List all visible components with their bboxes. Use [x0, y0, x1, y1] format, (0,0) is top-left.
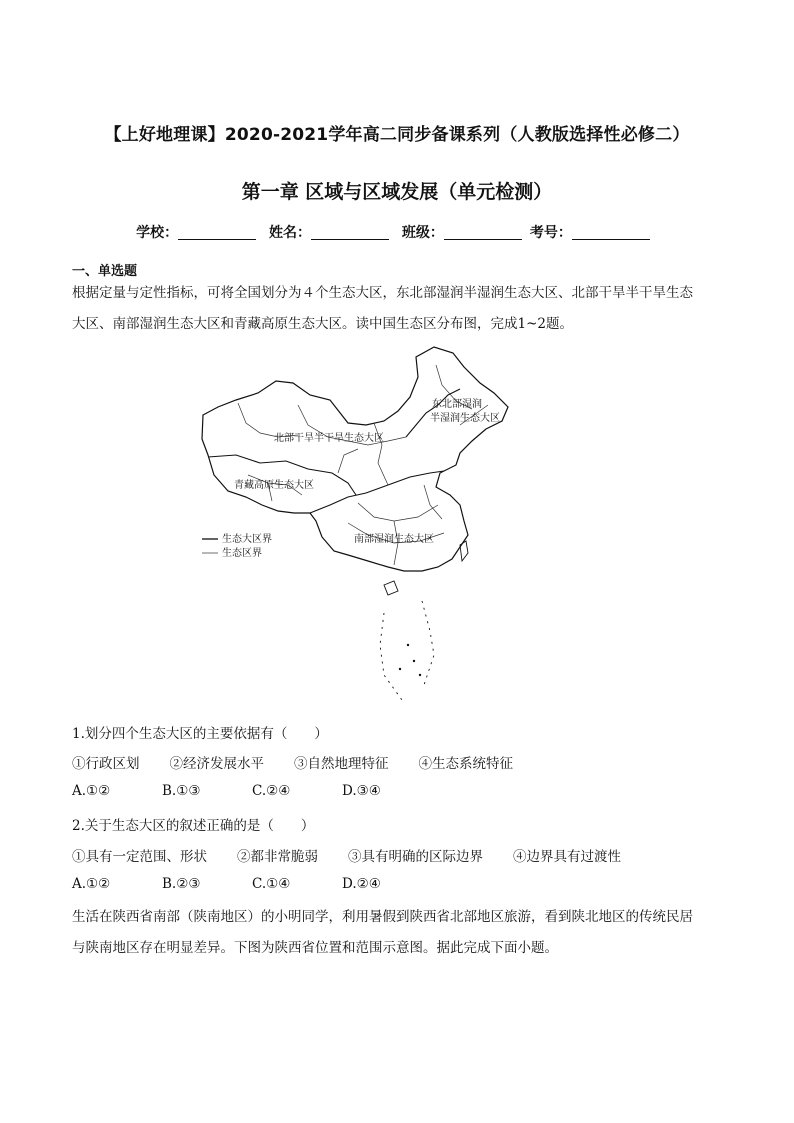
- name-label: 姓名：: [269, 225, 311, 241]
- name-blank[interactable]: [311, 225, 389, 240]
- q1-choices: [72, 783, 432, 799]
- q2-choice-b[interactable]: B.②③: [162, 876, 201, 892]
- school-blank[interactable]: [178, 225, 256, 240]
- q2-choices: [72, 876, 432, 892]
- q1-choice-d[interactable]: D.③④: [342, 783, 381, 799]
- legend-major-label: 生态大区界: [222, 534, 272, 545]
- label-northeast-1: 东北部湿润: [432, 399, 482, 410]
- label-south: 南部湿润生态大区: [354, 534, 434, 545]
- exam-no-blank[interactable]: [572, 225, 650, 240]
- hainan-island: [384, 581, 398, 595]
- q2-option-3: ③具有明确的区际边界: [348, 849, 483, 865]
- q2-stem: 2.关于生态大区的叙述正确的是（ ）: [72, 818, 315, 834]
- series-title: 【上好地理课】2020-2021学年高二同步备课系列（人教版选择性必修二）: [104, 125, 690, 145]
- island-dot: [399, 668, 401, 670]
- q1-options: [72, 752, 543, 772]
- legend-minor-label: 生态区界: [222, 548, 262, 559]
- major-boundary-south: [310, 471, 444, 513]
- q2-options: [72, 845, 651, 865]
- q2-option-1: ①具有一定范围、形状: [72, 849, 207, 865]
- q2-choice-d[interactable]: D.②④: [342, 876, 381, 892]
- q2-choice-c[interactable]: C.①④: [252, 876, 291, 892]
- south-sea-dashes: [380, 601, 434, 700]
- china-eco-region-map: [198, 345, 518, 710]
- intro1-line1: 根据定量与定性指标，可将全国划分为４个生态大区，东北部湿润半湿润生态大区、北部干旱半干旱生态: [72, 285, 693, 301]
- q1-stem: 1.划分四个生态大区的主要依据有（ ）: [72, 726, 328, 742]
- intro-paragraph-1: [72, 278, 724, 340]
- section-title: 一、单选题: [72, 264, 138, 279]
- island-dot: [407, 644, 409, 646]
- label-tibet: 青藏高原生态大区: [234, 480, 314, 491]
- label-north: 北部干旱半干旱生态大区: [274, 433, 384, 444]
- taiwan-island: [460, 541, 468, 561]
- q1-option-4: ④生态系统特征: [418, 756, 513, 772]
- q2-option-4: ④边界具有过渡性: [513, 849, 621, 865]
- island-dot: [413, 660, 415, 662]
- intro1-line2: 大区、南部湿润生态大区和青藏高原生态大区。读中国生态区分布图，完成1~2题。: [72, 316, 573, 332]
- class-label: 班级：: [401, 225, 444, 241]
- q2-option-2: ②都非常脆弱: [237, 849, 318, 865]
- intro2-line1: 生活在陕西省南部（陕南地区）的小明同学，利用暑假到陕西省北部地区旅游，看到陕北地区的传统民居: [72, 909, 693, 925]
- class-blank[interactable]: [444, 225, 522, 240]
- q1-choice-a[interactable]: A.①②: [72, 783, 111, 799]
- intro-paragraph-2: [72, 902, 724, 964]
- q1-choice-b[interactable]: B.①③: [162, 783, 201, 799]
- q1-option-3: ③自然地理特征: [294, 756, 389, 772]
- q1-option-2: ②经济发展水平: [169, 756, 264, 772]
- student-info-row: [0, 222, 794, 242]
- island-dot: [419, 674, 421, 676]
- exam-no-label: 考号：: [529, 225, 572, 241]
- label-northeast-2: 半湿润生态大区: [430, 413, 500, 424]
- intro2-line2: 与陕南地区存在明显差异。下图为陕西省位置和范围示意图。据此完成下面小题。: [72, 940, 558, 956]
- chapter-title: 第一章 区域与区域发展（单元检测）: [241, 181, 553, 203]
- school-label: 学校：: [136, 225, 179, 241]
- q1-option-1: ①行政区划: [72, 756, 140, 772]
- q2-choice-a[interactable]: A.①②: [72, 876, 111, 892]
- q1-choice-c[interactable]: C.②④: [252, 783, 291, 799]
